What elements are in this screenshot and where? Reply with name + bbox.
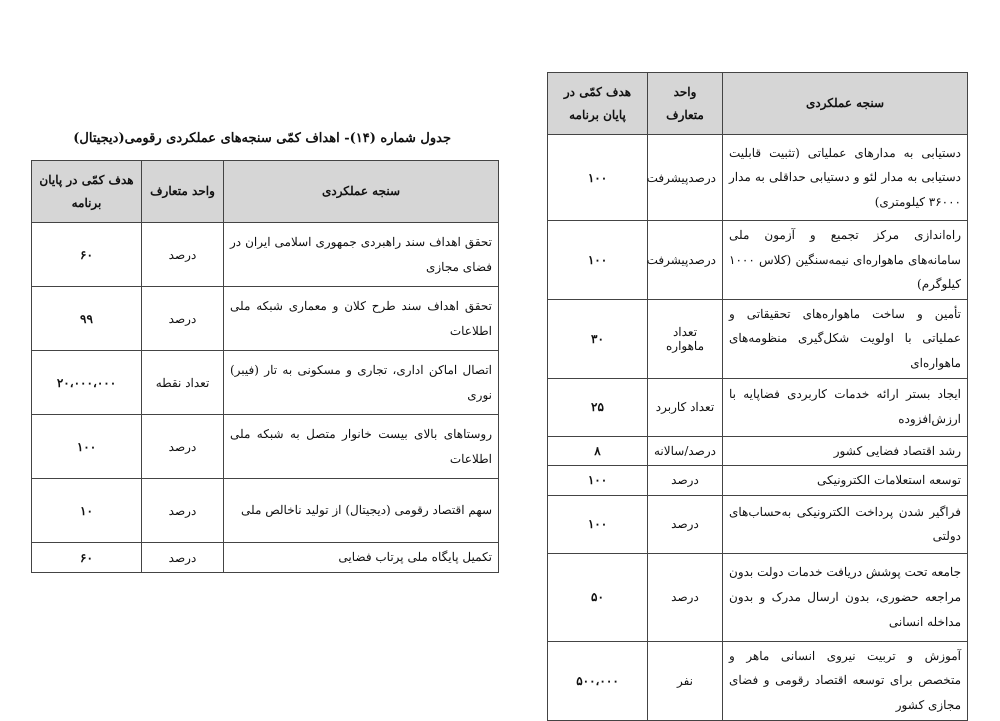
- goal-cell: ۶۰: [32, 543, 142, 573]
- unit-cell: درصدپیشرفت: [648, 221, 723, 300]
- table-row: [548, 221, 968, 300]
- metric-cell: توسعه استعلامات الکترونیکی: [723, 466, 968, 496]
- goal-cell: ۹۹: [32, 287, 142, 351]
- metric-cell: تکمیل پایگاه ملی پرتاب فضایی: [224, 543, 499, 573]
- goal-cell: ۲۰،۰۰۰،۰۰۰: [32, 351, 142, 415]
- metric-cell: تحقق اهداف سند راهبردی جمهوری اسلامی ایران در فضای مجازی: [224, 223, 499, 287]
- metric-cell: روستاهای بالای بیست خانوار متصل به شبکه ملی اطلاعات: [224, 415, 499, 479]
- table-row: [548, 135, 968, 221]
- metric-cell: تحقق اهداف سند طرح کلان و معماری شبکه ملی اطلاعات: [224, 287, 499, 351]
- unit-cell: درصد: [648, 466, 723, 496]
- metric-cell: ایجاد بستر ارائه خدمات کاربردی فضاپایه با ارزش‌افزوده: [723, 378, 968, 436]
- metric-cell: جامعه تحت پوشش دریافت خدمات دولت بدون مراجعه حضوری، بدون ارسال مدرک و بدون مداخله انسانی: [723, 553, 968, 641]
- goal-cell: ۱۰۰: [548, 221, 648, 300]
- table-row: [32, 543, 499, 573]
- header-unit: واحد متعارف: [648, 73, 723, 135]
- goal-cell: ۸: [548, 436, 648, 466]
- metric-cell: تأمین و ساخت ماهواره‌های تحقیقاتی و عملیاتی با اولویت شکل‌گیری منظومه‌های ماهواره‌ای: [723, 299, 968, 378]
- right-metrics-table: [547, 72, 968, 721]
- table-row: [548, 641, 968, 720]
- goal-cell: ۱۰۰: [548, 495, 648, 553]
- unit-cell: تعداد کاربرد: [648, 378, 723, 436]
- table-row: [548, 495, 968, 553]
- metric-cell: آموزش و تربیت نیروی انسانی ماهر و متخصص برای توسعه اقتصاد رقومی و فضای مجازی کشور: [723, 641, 968, 720]
- unit-cell: تعداد ماهواره: [648, 299, 723, 378]
- metric-cell: رشد اقتصاد فضایی کشور: [723, 436, 968, 466]
- table-row: [32, 287, 499, 351]
- unit-cell: درصد: [142, 223, 224, 287]
- goal-cell: ۶۰: [32, 223, 142, 287]
- unit-cell: درصد: [142, 543, 224, 573]
- unit-cell: درصد: [648, 495, 723, 553]
- goal-cell: ۵۰: [548, 553, 648, 641]
- unit-cell: درصد: [142, 415, 224, 479]
- table-row: [548, 553, 968, 641]
- metric-cell: دستیابی به مدارهای عملیاتی (تثبیت قابلیت دستیابی به مدار لئو و دستیابی حداقلی به مدار ۳۶۰۰۰ کیلومتری): [723, 135, 968, 221]
- table-row: [548, 436, 968, 466]
- table-row: [548, 466, 968, 496]
- header-unit: واحد متعارف: [142, 161, 224, 223]
- left-metrics-table: [31, 160, 499, 573]
- goal-cell: ۲۵: [548, 378, 648, 436]
- goal-cell: ۱۰۰: [548, 135, 648, 221]
- goal-cell: ۱۰۰: [32, 415, 142, 479]
- header-row: [548, 73, 968, 135]
- goal-cell: ۵۰۰،۰۰۰: [548, 641, 648, 720]
- table-row: [548, 299, 968, 378]
- metric-cell: اتصال اماکن اداری، تجاری و مسکونی به تار (فیبر) نوری: [224, 351, 499, 415]
- header-metric: سنجه عملکردی: [723, 73, 968, 135]
- table-caption: جدول شماره (۱۴)- اهداف کمّی سنجه‌های عملکردی رقومی(دیجیتال): [73, 131, 451, 146]
- metric-cell: راه‌اندازی مرکز تجمیع و آزمون ملی سامانه‌های ماهواره‌ای نیمه‌سنگین (کلاس ۱۰۰۰ کیلوگرم): [723, 221, 968, 300]
- unit-cell: درصد: [142, 479, 224, 543]
- header-row: [32, 161, 499, 223]
- header-goal: هدف کمّی در پایان برنامه: [548, 73, 648, 135]
- unit-cell: درصدپیشرفت: [648, 135, 723, 221]
- unit-cell: درصد: [142, 287, 224, 351]
- goal-cell: ۳۰: [548, 299, 648, 378]
- header-goal: هدف کمّی در پایان برنامه: [32, 161, 142, 223]
- unit-cell: درصد/سالانه: [648, 436, 723, 466]
- goal-cell: ۱۰: [32, 479, 142, 543]
- table-row: [32, 351, 499, 415]
- unit-cell: درصد: [648, 553, 723, 641]
- unit-cell: نفر: [648, 641, 723, 720]
- header-metric: سنجه عملکردی: [224, 161, 499, 223]
- table-row: [32, 415, 499, 479]
- goal-cell: ۱۰۰: [548, 466, 648, 496]
- table-row: [32, 479, 499, 543]
- unit-cell: تعداد نقطه: [142, 351, 224, 415]
- metric-cell: فراگیر شدن پرداخت الکترونیکی به‌حساب‌های دولتی: [723, 495, 968, 553]
- table-row: [32, 223, 499, 287]
- metric-cell: سهم اقتصاد رقومی (دیجیتال) از تولید ناخالص ملی: [224, 479, 499, 543]
- table-row: [548, 378, 968, 436]
